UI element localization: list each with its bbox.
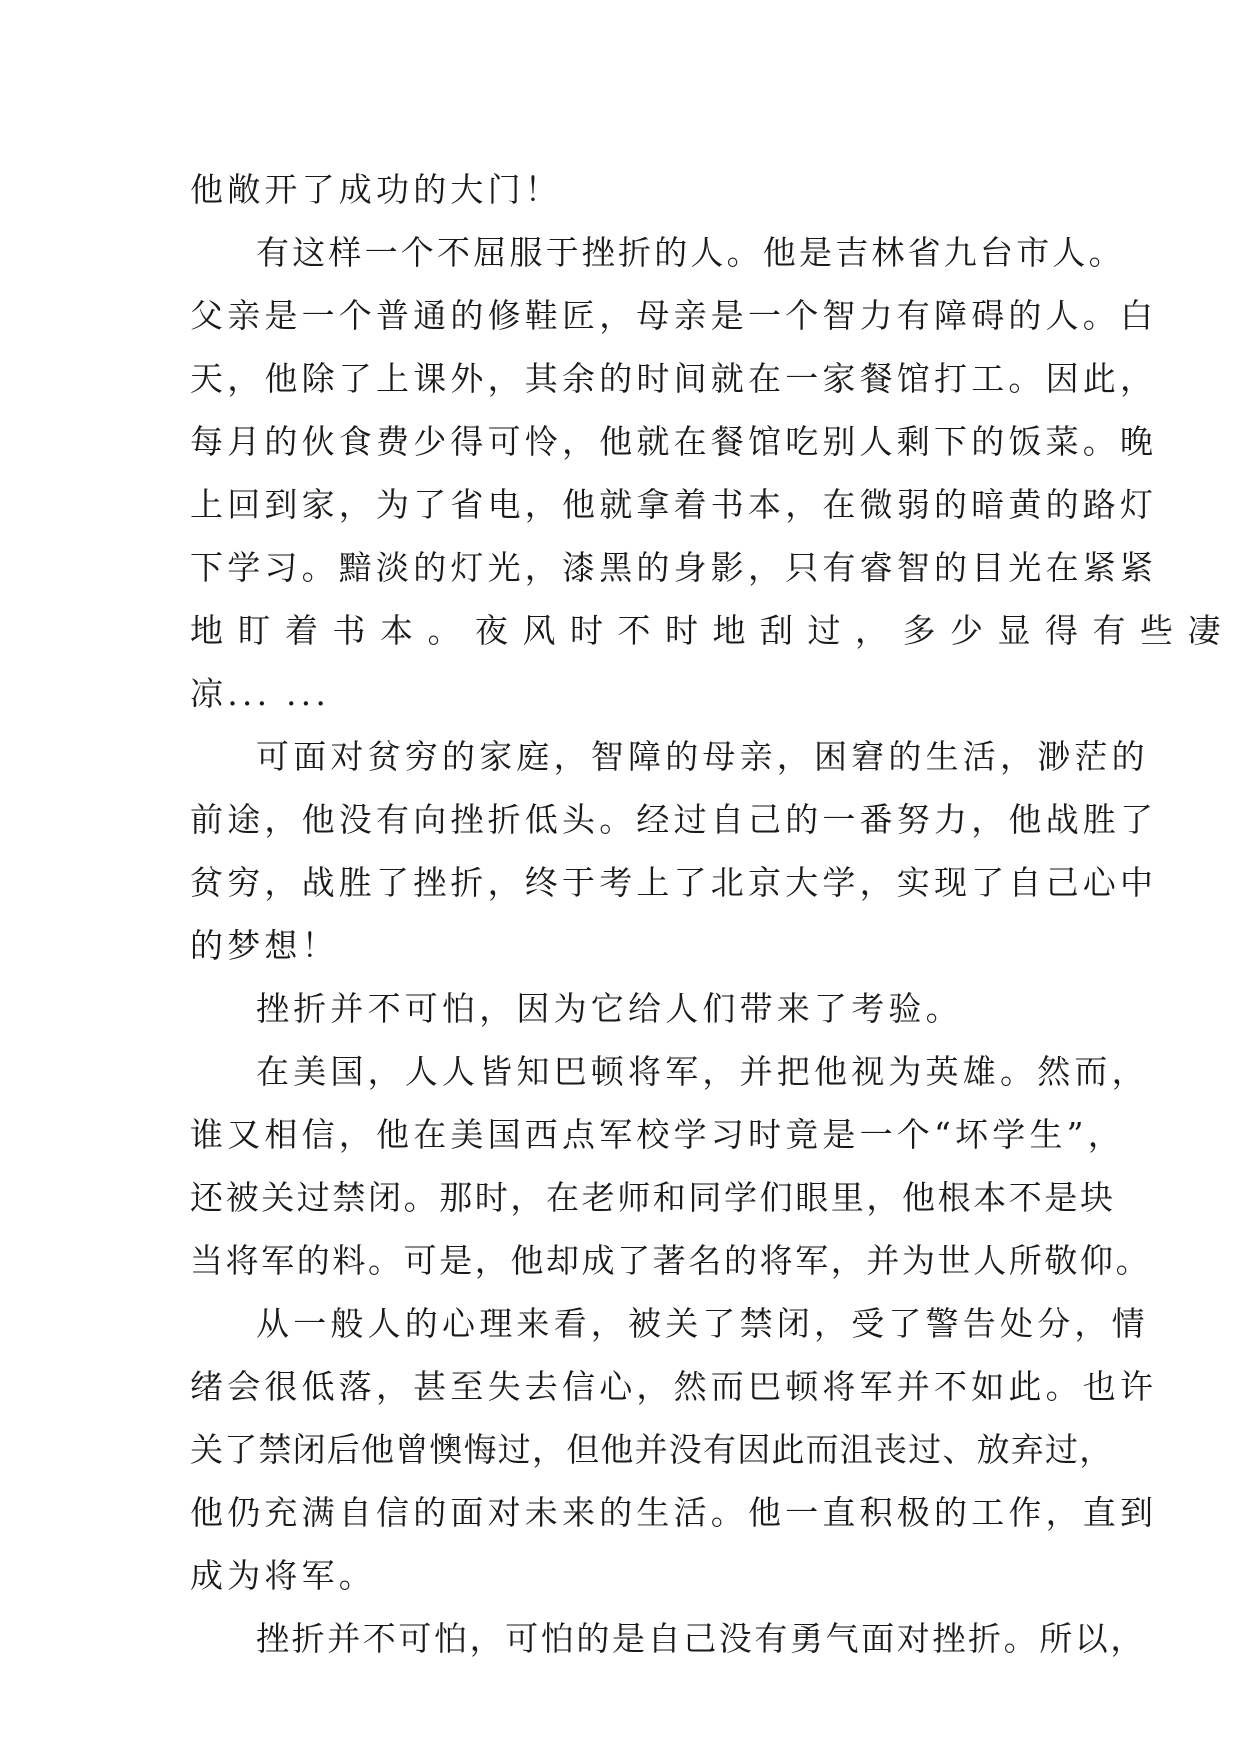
text-line: 地盯着书本。夜风时不时地刮过，多少显得有些凄 (190, 611, 1235, 650)
document-body (190, 158, 1235, 1670)
text-line: 上回到家，为了省电，他就拿着书本，在微弱的暗黄的路灯 (190, 485, 1158, 524)
paragraph-first-line: 从一般人的心理来看，被关了禁闭，受了警告处分，情 (256, 1304, 1149, 1343)
text-line: 谁又相信，他在美国西点军校学习时竟是一个“坏学生”， (190, 1115, 1125, 1154)
text-line: 下学习。黯淡的灯光，漆黑的身影，只有睿智的目光在紧紧 (190, 548, 1158, 587)
text-line: 天，他除了上课外，其余的时间就在一家餐馆打工。因此， (190, 359, 1158, 398)
text-line: 贫穷，战胜了挫折，终于考上了北京大学，实现了自己心中 (190, 863, 1158, 902)
text-line: 绪会很低落，甚至失去信心，然而巴顿将军并不如此。也许 (190, 1367, 1158, 1406)
paragraph-first-line: 在美国，人人皆知巴顿将军，并把他视为英雄。然而， (256, 1052, 1149, 1091)
text-line: 当将军的料。可是，他却成了著名的将军，并为世人所敬仰。 (190, 1241, 1152, 1280)
text-line: 前途，他没有向挫折低头。经过自己的一番努力，他战胜了 (190, 800, 1158, 839)
paragraph-first-line: 可面对贫穷的家庭，智障的母亲，困窘的生活，渺茫的 (256, 737, 1149, 776)
text-line: 他仍充满自信的面对未来的生活。他一直积极的工作，直到 (190, 1493, 1158, 1532)
text-line: 每月的伙食费少得可怜，他就在餐馆吃别人剩下的饭菜。晚 (190, 422, 1158, 461)
text-line: 他敞开了成功的大门！ (190, 170, 562, 209)
text-line: 还被关过禁闭。那时，在老师和同学们眼里，他根本不是块 (190, 1178, 1116, 1217)
text-line: 关了禁闭后他曾懊悔过，但他并没有因此而沮丧过、放弃过， (190, 1430, 1114, 1469)
paragraph-first-line: 挫折并不可怕，可怕的是自己没有勇气面对挫折。所以， (256, 1619, 1146, 1658)
text-line: 的梦想！ (190, 926, 339, 965)
paragraph-first-line: 挫折并不可怕，因为它给人们带来了考验。 (256, 989, 963, 1028)
paragraph-first-line: 有这样一个不屈服于挫折的人。他是吉林省九台市人。 (256, 233, 1125, 272)
text-line: 成为将军。 (190, 1556, 376, 1595)
text-line: 凉... ... (190, 674, 331, 713)
text-line: 父亲是一个普通的修鞋匠，母亲是一个智力有障碍的人。白 (190, 296, 1158, 335)
